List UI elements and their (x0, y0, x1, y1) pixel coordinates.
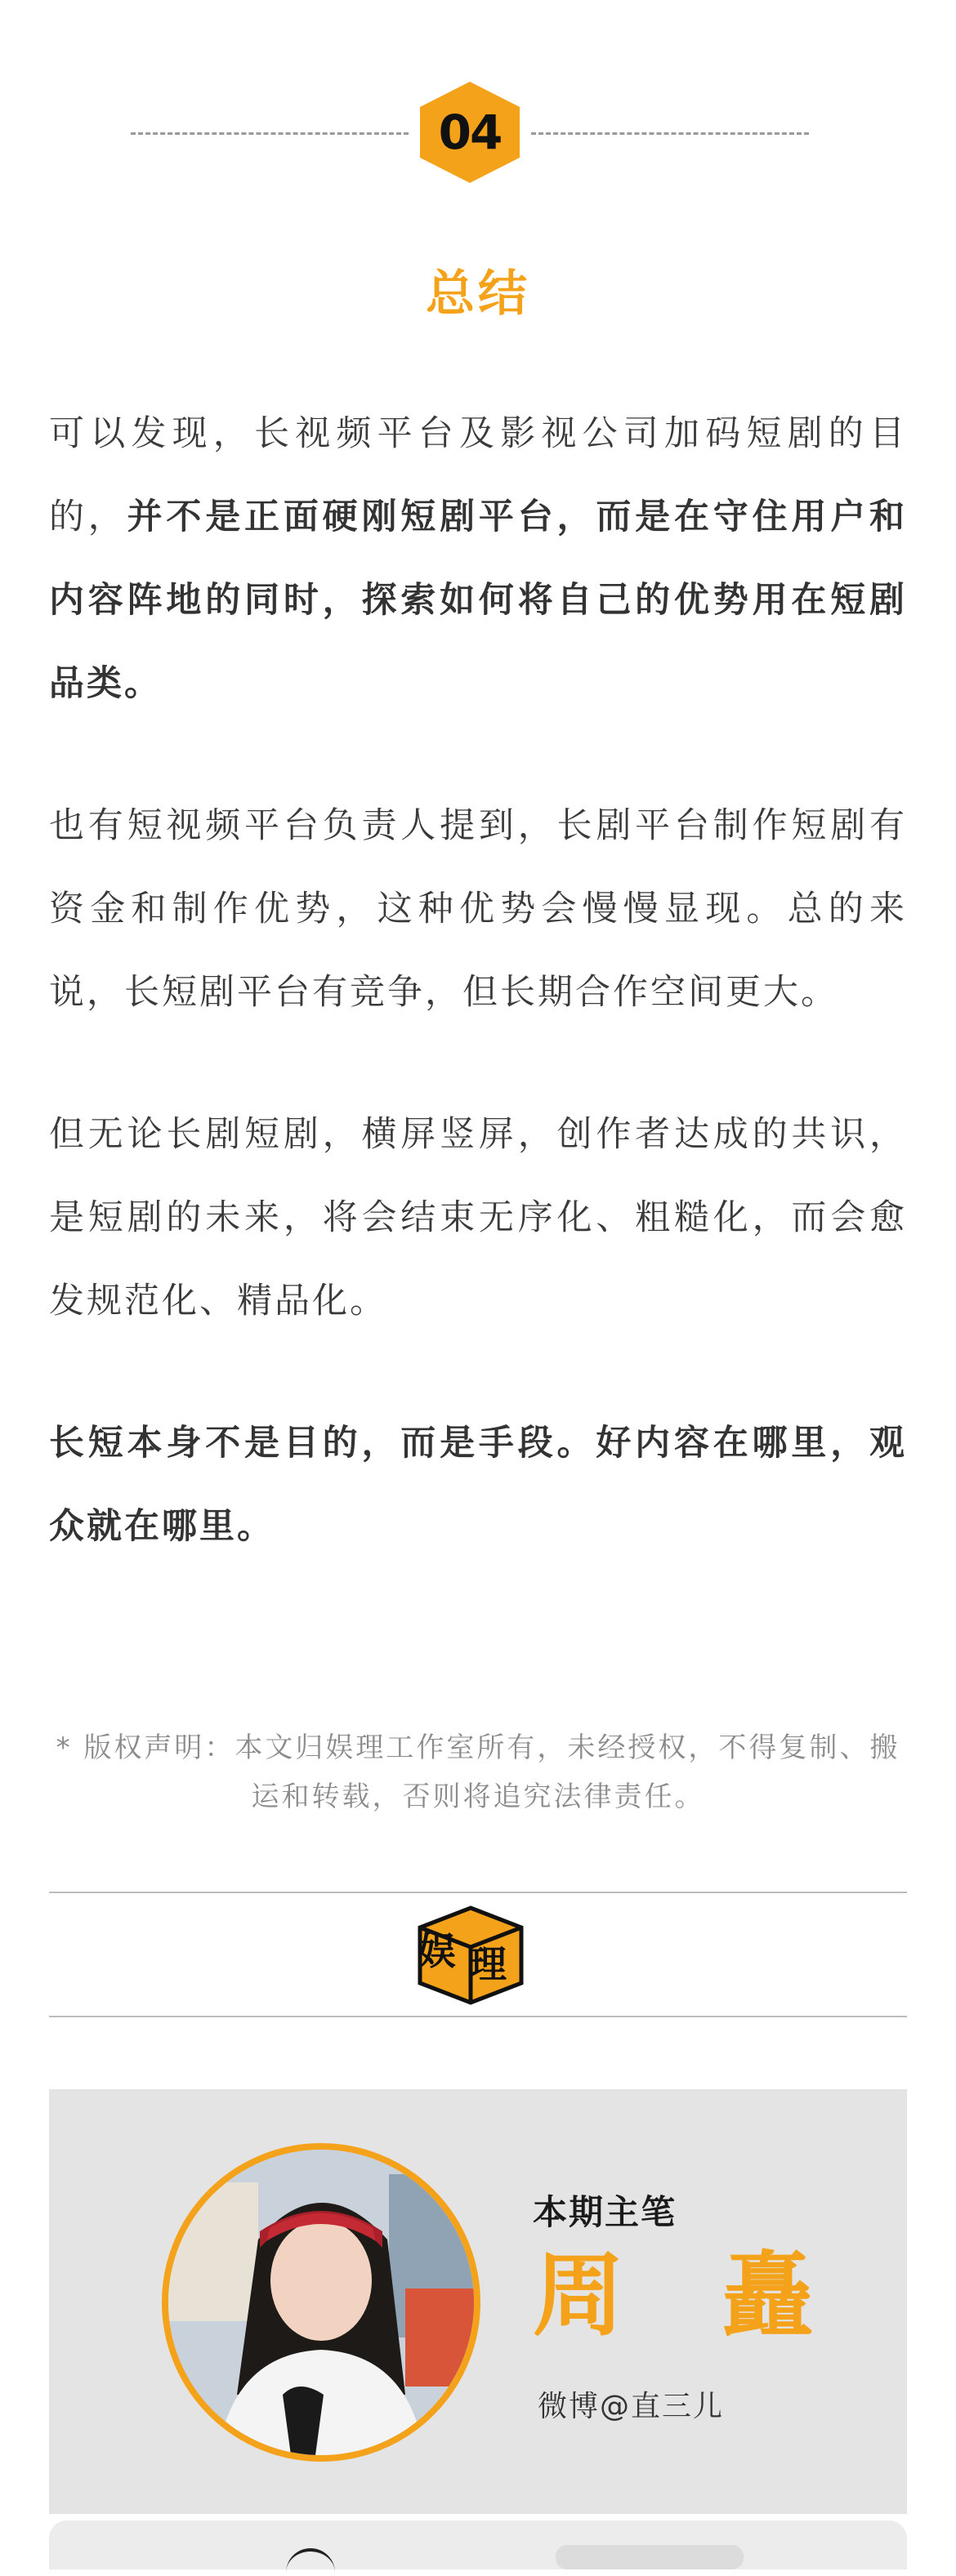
pill-placeholder (556, 2545, 744, 2569)
avatar-portrait-icon (168, 2150, 474, 2455)
paragraph-4: 长短本身不是目的，而是手段。好内容在哪里，观众就在哪里。 (49, 1423, 907, 1547)
article-body (49, 392, 907, 1627)
paragraph-1 (49, 392, 907, 725)
paragraph-3: 但无论长剧短剧，横屏竖屏，创作者达成的共识，是短剧的未来，将会结束无序化、粗糙化，而会愈发规范化、精品化。 (49, 1114, 907, 1321)
author-card (49, 2089, 907, 2514)
next-card-edge (49, 2520, 907, 2569)
copyright-notice: * 版权声明：本文归娱理工作室所有，未经授权，不得复制、搬运和转载，否则将追究法律责任。 (56, 1731, 900, 1813)
section-title: 总结 (426, 265, 530, 323)
paragraph-1-emphasis: 并不是正面硬刚短剧平台，而是在守住用户和内容阵地的同时，探索如何将自己的优势用在短剧品类。 (49, 497, 908, 704)
paragraph-1-text: 可以发现，长视频平台及影视公司加码短剧的目的， (49, 413, 907, 537)
arc-decoration (286, 2548, 335, 2576)
author-avatar[interactable] (162, 2143, 480, 2462)
logo-band (49, 1892, 907, 2017)
author-label: 本期主笔 (533, 2192, 677, 2232)
paragraph-2: 也有短视频平台负责人提到，长剧平台制作短剧有资金和制作优势，这种优势会慢慢显现。总的来说，长短剧平台有竞争，但长期合作空间更大。 (49, 805, 907, 1013)
section-number-badge (417, 82, 523, 183)
yuli-logo (413, 1905, 528, 2006)
dashed-divider-right (531, 132, 809, 135)
dashed-divider-left (131, 132, 409, 135)
logo-char-2: 理 (469, 1942, 507, 1986)
section-number: 04 (438, 105, 502, 160)
author-weibo-link[interactable]: 微博@直三儿 (538, 2390, 725, 2423)
logo-char-1: 娱 (418, 1929, 456, 1973)
section-header (131, 82, 809, 180)
author-name: 周 矗 (533, 2243, 846, 2349)
